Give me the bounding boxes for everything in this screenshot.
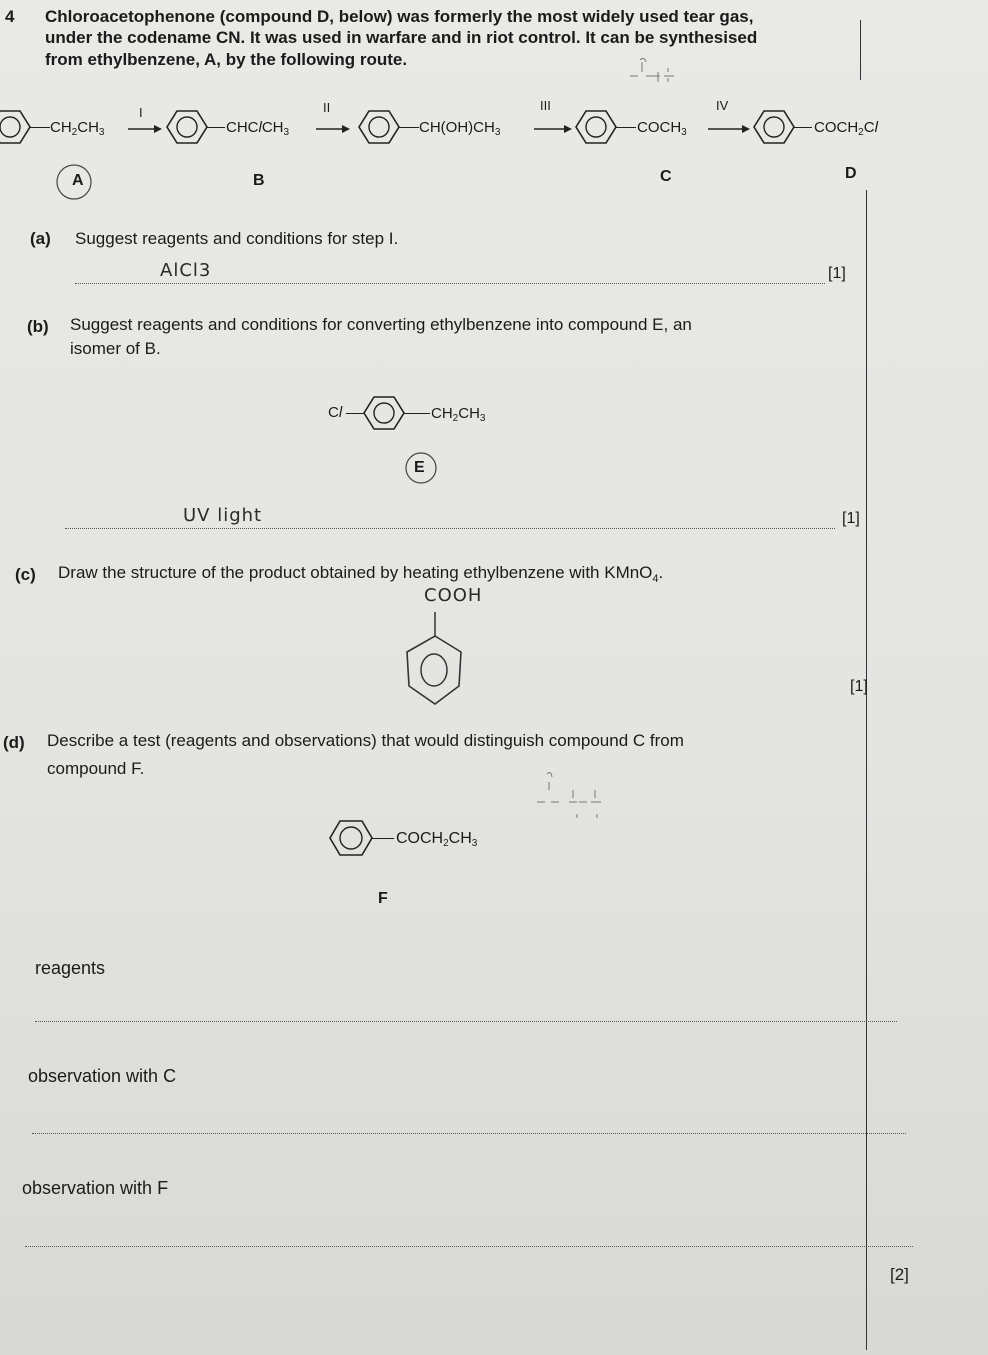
part-c-answer-group: COOH — [424, 585, 483, 606]
step-label: IV — [716, 98, 729, 113]
compound-label-d: D — [845, 165, 857, 182]
compound-label-b: B — [253, 172, 265, 189]
drawn-benzoic-acid — [395, 610, 475, 710]
compound-e-formula: $CH_2CH_3$ — [431, 405, 486, 424]
part-b-mark: [1] — [842, 510, 860, 527]
arrow-icon — [128, 123, 162, 135]
compound-d-formula: $COCH_2Cl$ — [814, 119, 878, 138]
answer-line-b — [65, 528, 835, 529]
intro-line-2: under the codename CN. It was used in warfare and in riot control. It can be synthesised — [45, 28, 758, 47]
part-d-mark: [2] — [890, 1265, 909, 1284]
bond-line — [372, 838, 394, 839]
part-a-mark: [1] — [828, 265, 846, 282]
benzene-ring-icon — [165, 105, 209, 149]
bond-line — [399, 127, 419, 128]
page-margin-line — [866, 190, 867, 1350]
compound-e-cl: Cl — [328, 404, 343, 421]
benzene-ring-icon — [574, 105, 618, 149]
part-d-text-1: Describe a test (reagents and observations) that would distinguish compound C from — [47, 731, 684, 750]
part-d-label: (d) — [3, 733, 25, 752]
benzene-ring-icon — [752, 105, 796, 149]
part-b-text-1: Suggest reagents and conditions for converting ethylbenzene into compound E, an — [70, 315, 692, 334]
prompt-observation-f: observation with F — [22, 1178, 169, 1198]
bond-line — [404, 413, 430, 414]
intro-line-3: from ethylbenzene, A, by the following route. — [45, 50, 408, 69]
compound-c-formula: $COCH_3$ — [637, 119, 687, 138]
benzene-ring-icon — [0, 105, 32, 149]
intro-line-1: Chloroacetophenone (compound D, below) was formerly the most widely used tear gas, — [45, 7, 754, 26]
bond-line — [794, 127, 812, 128]
answer-line-observation-f — [25, 1246, 913, 1247]
part-a-text: Suggest reagents and conditions for step I. — [75, 229, 399, 248]
bond-line — [30, 127, 50, 128]
prompt-observation-c: observation with C — [28, 1066, 177, 1086]
step-label: I — [139, 105, 143, 120]
compound-a-formula: $CH_2CH_3$ — [50, 119, 105, 138]
answer-line-observation-c — [32, 1133, 906, 1134]
circle-annotation — [54, 162, 94, 202]
part-b-text-2: isomer of B. — [70, 339, 161, 358]
part-c-label: (c) — [15, 565, 36, 584]
compound-f-formula: $COCH_2CH_3$ — [396, 830, 478, 849]
compound-label-c: C — [660, 168, 672, 185]
part-c-text: Draw the structure of the product obtained by heating ethylbenzene with KMnO$_4$. — [58, 563, 664, 585]
part-d-text-2: compound F. — [47, 759, 145, 778]
part-b-label: (b) — [27, 317, 49, 336]
part-c-mark: [1] — [850, 678, 868, 695]
benzene-ring-icon — [328, 815, 374, 861]
arrow-icon — [708, 123, 750, 135]
part-b-answer: UV light — [183, 505, 263, 526]
question-number: 4 — [5, 7, 15, 26]
step-label: II — [323, 100, 331, 115]
benzene-ring-icon — [357, 105, 401, 149]
step-label: III — [540, 98, 551, 113]
prompt-reagents: reagents — [35, 958, 106, 978]
compound-label-e: E — [414, 459, 425, 476]
part-a-answer: AlCl3 — [160, 260, 212, 281]
arrow-icon — [534, 123, 572, 135]
handwritten-scribble — [525, 768, 665, 828]
bond-line — [207, 127, 225, 128]
part-a-label: (a) — [30, 229, 51, 248]
compound-label-a: A — [72, 172, 84, 189]
compound-label-f: F — [378, 890, 388, 907]
page-margin-line — [860, 20, 861, 80]
bond-line — [616, 127, 636, 128]
compound-b-formula: CHClCH$_3$ — [226, 119, 290, 138]
answer-line-reagents — [35, 1021, 897, 1022]
arrow-icon — [316, 123, 350, 135]
answer-line-a — [75, 283, 825, 284]
handwritten-scribble — [610, 52, 710, 92]
benzene-ring-icon — [362, 391, 406, 435]
alcohol-formula: $CH(OH)CH_3$ — [419, 119, 501, 138]
